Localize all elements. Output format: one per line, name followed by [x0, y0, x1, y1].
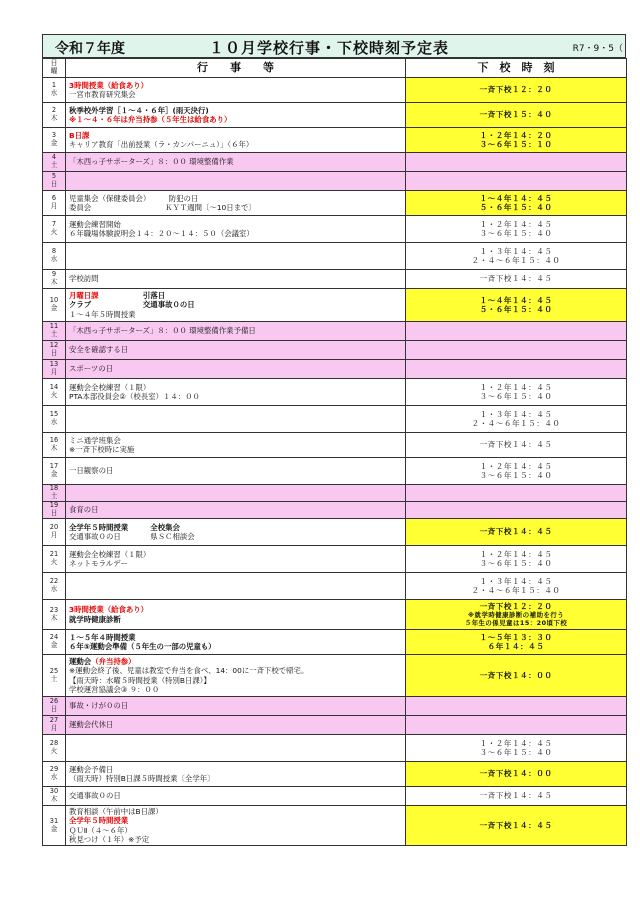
schedule-row — [43, 406, 627, 433]
schedule-row — [43, 289, 627, 322]
event-line: 運動会（弁当持参） — [69, 657, 136, 666]
date-cell — [43, 716, 66, 735]
event-line: １～５年４時間授業 — [69, 632, 136, 642]
event-line: 3時間授業（給食あり） — [69, 80, 149, 90]
weekday: 火 — [50, 558, 58, 566]
schedule-row — [43, 600, 627, 630]
day-number: 23 — [49, 605, 59, 614]
events-cell — [66, 153, 406, 172]
date-cell — [43, 191, 66, 216]
events-cell — [66, 103, 406, 128]
dismissal-time-cell — [406, 103, 627, 128]
schedule-table — [42, 58, 627, 846]
day-number: 6 — [51, 194, 57, 203]
dismissal-time-cell — [406, 153, 627, 172]
event-line: 事故・けが０の日 — [69, 701, 129, 711]
schedule-row — [43, 806, 627, 846]
date-cell — [43, 502, 66, 519]
dismissal-time-cell — [406, 485, 627, 502]
schedule-row — [43, 341, 627, 360]
date-cell — [43, 243, 66, 270]
day-number: 29 — [49, 765, 59, 774]
date-cell — [43, 630, 66, 655]
events-cell — [66, 546, 406, 573]
schedule-row — [43, 379, 627, 406]
date-cell — [43, 78, 66, 103]
weekday: 水 — [50, 89, 58, 97]
event-line: 一日観察の日 — [69, 466, 114, 476]
day-number: 22 — [49, 577, 59, 586]
dismissal-time: １・２年１４：４５ — [479, 219, 553, 229]
schedule-row — [43, 191, 627, 216]
event-line: クラブ 交通事故０の日 — [69, 300, 195, 310]
events-cell — [66, 519, 406, 546]
dismissal-time-cell — [406, 502, 627, 519]
event-line: 3時間授業（給食あり） — [69, 605, 149, 615]
date-cell — [43, 573, 66, 600]
events-cell — [66, 172, 406, 191]
event-line: ミニ通学班集会 — [69, 435, 121, 445]
events-cell — [66, 191, 406, 216]
date-cell — [43, 762, 66, 787]
date-cell — [43, 485, 66, 502]
page-title: １０月学校行事・下校時刻予定表 — [209, 39, 450, 57]
event-line: 運動会全校練習（１限） — [69, 382, 151, 392]
schedule-row — [43, 128, 627, 153]
dismissal-time: １・３年１４：４５ — [479, 409, 553, 419]
dismissal-time: ３～６年１５：１０ — [479, 140, 553, 149]
events-cell — [66, 406, 406, 433]
weekday: 水 — [50, 255, 58, 263]
dismissal-time: 一斉下校１４：４５ — [479, 820, 553, 830]
dismissal-time-cell — [406, 216, 627, 243]
event-line: 教育相談（午前中はB日課） — [69, 807, 163, 816]
dismissal-time-cell — [406, 546, 627, 573]
event-line: 運動会代休日 — [69, 720, 114, 730]
event-line: 全学年５時間授業 全校集会 — [69, 522, 180, 532]
event-line: 運動会全校練習（１限） — [69, 549, 151, 559]
event-line: 児童集会（保健委員会） 防犯の日 — [69, 193, 199, 203]
day-number: 15 — [49, 410, 59, 419]
event-line: 秋見つけ（１年）※予定 — [69, 834, 150, 844]
date-cell — [43, 787, 66, 806]
dismissal-time: 一斉下校１４：００ — [479, 769, 553, 779]
event-line: 交通事故０の日 — [69, 791, 121, 801]
date-cell — [43, 153, 66, 172]
day-number: 26 — [49, 697, 59, 706]
dismissal-time-cell — [406, 172, 627, 191]
date-cell — [43, 322, 66, 341]
schedule-row — [43, 502, 627, 519]
schedule-row — [43, 655, 627, 697]
events-cell — [66, 787, 406, 806]
weekday: 木 — [50, 795, 58, 803]
event-line: 「木西っ子サポーターズ」８：００ 環境整備作業 — [69, 157, 234, 167]
weekday: 木 — [50, 278, 58, 286]
event-line: 【雨天時：水曜５時間授業（特別B日課）】 — [69, 675, 211, 685]
dismissal-time: 一斉下校１２：２０ — [479, 601, 553, 611]
day-number: 5 — [51, 172, 57, 181]
dismissal-time: 一斉下校１４：００ — [479, 670, 553, 680]
day-number: 20 — [49, 523, 59, 532]
dismissal-time: 一斉下校１４：４５ — [479, 440, 553, 450]
events-cell — [66, 322, 406, 341]
weekday: 木 — [50, 114, 58, 122]
weekday: 金 — [50, 641, 58, 649]
dismissal-time: １・２年１４：４５ — [479, 549, 553, 559]
dismissal-time: 一斉下校１２：２０ — [479, 85, 553, 95]
day-number: 27 — [49, 716, 59, 725]
schedule-row — [43, 716, 627, 735]
event-line: スポーツの日 — [69, 364, 114, 374]
date-cell — [43, 289, 66, 322]
dismissal-time-cell — [406, 806, 627, 846]
issue-date: R7・9・5（ — [572, 44, 623, 54]
dismissal-time: ２・４～６年１５：４０ — [471, 256, 561, 265]
weekday: 土 — [50, 674, 58, 683]
weekday: 日 — [50, 705, 58, 713]
day-number: 24 — [49, 633, 59, 642]
schedule-row — [43, 78, 627, 103]
weekday: 火 — [50, 391, 58, 399]
events-cell — [66, 216, 406, 243]
events-cell — [66, 341, 406, 360]
day-number: 10 — [49, 296, 59, 305]
events-cell — [66, 600, 406, 630]
event-line: ６年⑤運動会準備（５年生の一部の児童も） — [69, 642, 216, 651]
events-cell — [66, 128, 406, 153]
day-number: 19 — [49, 501, 59, 510]
dismissal-time: 一斉下校１４：４５ — [479, 791, 553, 801]
event-line: 月曜日課 引落日 — [69, 291, 166, 301]
day-number: 4 — [51, 153, 57, 162]
date-cell — [43, 172, 66, 191]
dismissal-time-cell — [406, 289, 627, 322]
event-line: 一宮市教育研究集会 — [69, 90, 136, 99]
day-number: 12 — [49, 341, 59, 350]
weekday: 月 — [50, 202, 58, 210]
schedule-row — [43, 697, 627, 716]
day-number: 16 — [49, 436, 59, 445]
event-line: 食育の日 — [69, 505, 99, 515]
dismissal-time: １～５年１３：３０ — [479, 632, 553, 642]
dismissal-time: ２・４～６年１５：４０ — [471, 586, 561, 595]
dismissal-time: １・２年１４：４５ — [479, 461, 553, 471]
schedule-row — [43, 458, 627, 485]
date-cell — [43, 697, 66, 716]
date-cell — [43, 458, 66, 485]
event-line: 学校運営協議会③ ９：００ — [69, 684, 160, 694]
events-cell — [66, 270, 406, 289]
dismissal-time: １・３年１４：４５ — [479, 576, 553, 586]
events-cell — [66, 379, 406, 406]
dismissal-time: ５年生の係児童は15：20頃下校 — [464, 619, 568, 628]
schedule-row — [43, 519, 627, 546]
schedule-row — [43, 787, 627, 806]
dismissal-time: ３～６年１５：４０ — [479, 229, 553, 238]
schedule-row — [43, 630, 627, 655]
schedule-row — [43, 485, 627, 502]
events-cell — [66, 360, 406, 379]
weekday: 日 — [50, 349, 58, 357]
events-cell — [66, 735, 406, 762]
dismissal-time-cell — [406, 270, 627, 289]
weekday: 水 — [50, 773, 58, 781]
events-cell — [66, 655, 406, 697]
events-cell — [66, 573, 406, 600]
dismissal-time: ５・６年１５：４０ — [479, 203, 553, 212]
dismissal-time-cell — [406, 433, 627, 458]
event-line: ※１～４・６年は弁当持参（５年生は給食あり） — [69, 115, 232, 124]
weekday: 金 — [50, 304, 58, 312]
event-line: 運動会練習開始 — [69, 219, 121, 229]
dismissal-time: 一斉下校１５：４０ — [479, 110, 553, 120]
events-cell — [66, 697, 406, 716]
event-line: （雨天時）特別B日課５時間授業〔全学年〕 — [69, 774, 215, 783]
events-cell — [66, 630, 406, 655]
dismissal-time: １～４年１４：４５ — [479, 193, 553, 203]
day-number: 9 — [51, 270, 57, 279]
weekday: 木 — [50, 444, 58, 452]
date-cell — [43, 406, 66, 433]
event-line: ※一斉下校時に実施 — [69, 445, 135, 454]
dismissal-time-cell — [406, 341, 627, 360]
schedule-row — [43, 360, 627, 379]
event-line: B日課 — [69, 130, 90, 140]
event-line: 全学年５時間授業 — [69, 816, 129, 826]
dismissal-time-cell — [406, 128, 627, 153]
dismissal-time: ５・６年１５：４０ — [479, 305, 553, 314]
weekday: 木 — [50, 613, 58, 622]
dismissal-time-cell — [406, 458, 627, 485]
date-cell — [43, 379, 66, 406]
dismissal-time: １～４年１４：４５ — [479, 295, 553, 305]
event-line: ＱＵⅡ（４～６年） — [69, 825, 132, 835]
events-cell — [66, 458, 406, 485]
date-cell — [43, 519, 66, 546]
dismissal-time: ２・４～６年１５：４０ — [471, 419, 561, 428]
date-cell — [43, 600, 66, 630]
schedule-row — [43, 762, 627, 787]
day-number: 3 — [51, 131, 57, 140]
dismissal-time-cell — [406, 243, 627, 270]
day-number: 14 — [49, 383, 59, 392]
times-column-header: 下 校 時 刻 — [406, 59, 627, 78]
schedule-row — [43, 172, 627, 191]
day-number: 31 — [49, 816, 59, 825]
dismissal-time-cell — [406, 406, 627, 433]
events-cell — [66, 289, 406, 322]
dismissal-time: １・３年１４：４５ — [479, 246, 553, 256]
event-line: 委員会 ＫＹＴ週間〔～10日まで〕 — [69, 203, 256, 212]
dismissal-time-cell — [406, 762, 627, 787]
dismissal-time: 一斉下校１４：４５ — [479, 527, 553, 537]
event-line: １～４年５時間授業 — [69, 309, 136, 319]
events-cell — [66, 485, 406, 502]
day-number: 18 — [49, 484, 59, 493]
dismissal-time: １・２年１４：４５ — [479, 738, 553, 748]
dismissal-time-cell — [406, 716, 627, 735]
weekday: 火 — [50, 747, 58, 755]
weekday: 金 — [50, 139, 58, 147]
weekday: 土 — [50, 330, 58, 338]
schedule-rows — [43, 78, 627, 846]
schedule-sheet — [42, 34, 626, 846]
events-cell — [66, 762, 406, 787]
event-line: 運動会予備日 — [69, 764, 114, 774]
schedule-header — [42, 34, 626, 58]
date-cell — [43, 546, 66, 573]
event-line: 秋季校外学習［１～４・６年］(雨天決行) — [69, 105, 209, 115]
dismissal-time: 一斉下校１４：４５ — [479, 274, 553, 284]
date-cell — [43, 341, 66, 360]
date-cell — [43, 735, 66, 762]
weekday: 月 — [50, 531, 58, 539]
dismissal-time-cell — [406, 78, 627, 103]
date-cell — [43, 128, 66, 153]
event-line: ６年職場体験説明会１４：２０～１４：５０（会議室） — [69, 229, 254, 238]
date-column-header: 日 曜 — [43, 59, 66, 78]
column-header-row — [43, 59, 627, 78]
day-number: 13 — [49, 360, 59, 369]
dismissal-time: ※就学時健康診断の補助を行う — [467, 611, 565, 620]
date-cell — [43, 433, 66, 458]
schedule-row — [43, 153, 627, 172]
date-cell — [43, 360, 66, 379]
date-cell — [43, 655, 66, 697]
event-line: 就学時健康診断 — [69, 614, 121, 624]
events-cell — [66, 806, 406, 846]
dismissal-time-cell — [406, 600, 627, 630]
weekday: 日 — [50, 180, 58, 188]
schedule-row — [43, 322, 627, 341]
event-line: 学校訪問 — [69, 274, 99, 284]
day-number: 25 — [49, 666, 59, 675]
event-line: 「木西っ子サポーターズ」８：００ 環境整備作業予備日 — [69, 326, 256, 336]
schedule-row — [43, 735, 627, 762]
event-line: 安全を確認する日 — [69, 345, 129, 355]
day-number: 30 — [49, 787, 59, 796]
date-cell — [43, 103, 66, 128]
dismissal-time: １・２年１４：２０ — [479, 130, 553, 140]
weekday: 火 — [50, 228, 58, 236]
dismissal-time: ６年１４：４５ — [487, 642, 545, 651]
events-cell — [66, 502, 406, 519]
dismissal-time: ３～６年１５：４０ — [479, 559, 553, 568]
schedule-row — [43, 243, 627, 270]
schedule-row — [43, 103, 627, 128]
dismissal-time-cell — [406, 519, 627, 546]
schedule-row — [43, 573, 627, 600]
day-number: 2 — [51, 106, 57, 115]
dismissal-time-cell — [406, 787, 627, 806]
day-number: 28 — [49, 739, 59, 748]
dismissal-time: ３～６年１５：４０ — [479, 748, 553, 757]
fiscal-year: 令和７年度 — [55, 41, 125, 57]
weekday: 月 — [50, 368, 58, 376]
weekday: 土 — [50, 161, 58, 169]
events-cell — [66, 716, 406, 735]
dismissal-time-cell — [406, 322, 627, 341]
dismissal-time-cell — [406, 573, 627, 600]
dismissal-time-cell — [406, 379, 627, 406]
schedule-row — [43, 546, 627, 573]
weekday: 土 — [50, 492, 58, 500]
event-line: ネットモラルデー — [69, 559, 128, 568]
schedule-row — [43, 270, 627, 289]
dismissal-time: ３～６年１５：４０ — [479, 392, 553, 401]
day-number: 21 — [49, 550, 59, 559]
schedule-row — [43, 433, 627, 458]
day-number: 17 — [49, 462, 59, 471]
weekday: 月 — [50, 724, 58, 732]
event-line: キャリア教育「出前授業（ラ・カンパーニュ）」（６年） — [69, 140, 254, 149]
weekday: 水 — [50, 418, 58, 426]
dismissal-time: １・２年１４：４５ — [479, 382, 553, 392]
event-line: 交通事故０の日 県ＳＣ相談会 — [69, 532, 195, 541]
event-line: PTA本部役員会②（校長室）１４：００ — [69, 392, 200, 401]
day-number: 1 — [51, 81, 57, 90]
day-number: 8 — [51, 247, 57, 256]
dismissal-time-cell — [406, 697, 627, 716]
events-cell — [66, 78, 406, 103]
day-number: 7 — [51, 220, 57, 229]
day-number: 11 — [49, 322, 59, 331]
weekday: 水 — [50, 585, 58, 593]
date-cell — [43, 216, 66, 243]
dismissal-time-cell — [406, 360, 627, 379]
weekday: 金 — [50, 470, 58, 478]
dismissal-time-cell — [406, 630, 627, 655]
events-cell — [66, 243, 406, 270]
events-cell — [66, 433, 406, 458]
dismissal-time-cell — [406, 735, 627, 762]
date-cell — [43, 806, 66, 846]
event-line: ※運動会終了後、児童は教室で弁当を食べ、14：00に一斉下校で帰宅。 — [69, 666, 309, 676]
date-cell — [43, 270, 66, 289]
dismissal-time-cell — [406, 191, 627, 216]
weekday: 金 — [50, 824, 58, 833]
events-column-header: 行 事 等 — [66, 59, 406, 78]
schedule-row — [43, 216, 627, 243]
dismissal-time: ３～６年１５：４０ — [479, 471, 553, 480]
dismissal-time-cell — [406, 655, 627, 697]
weekday: 日 — [50, 509, 58, 517]
